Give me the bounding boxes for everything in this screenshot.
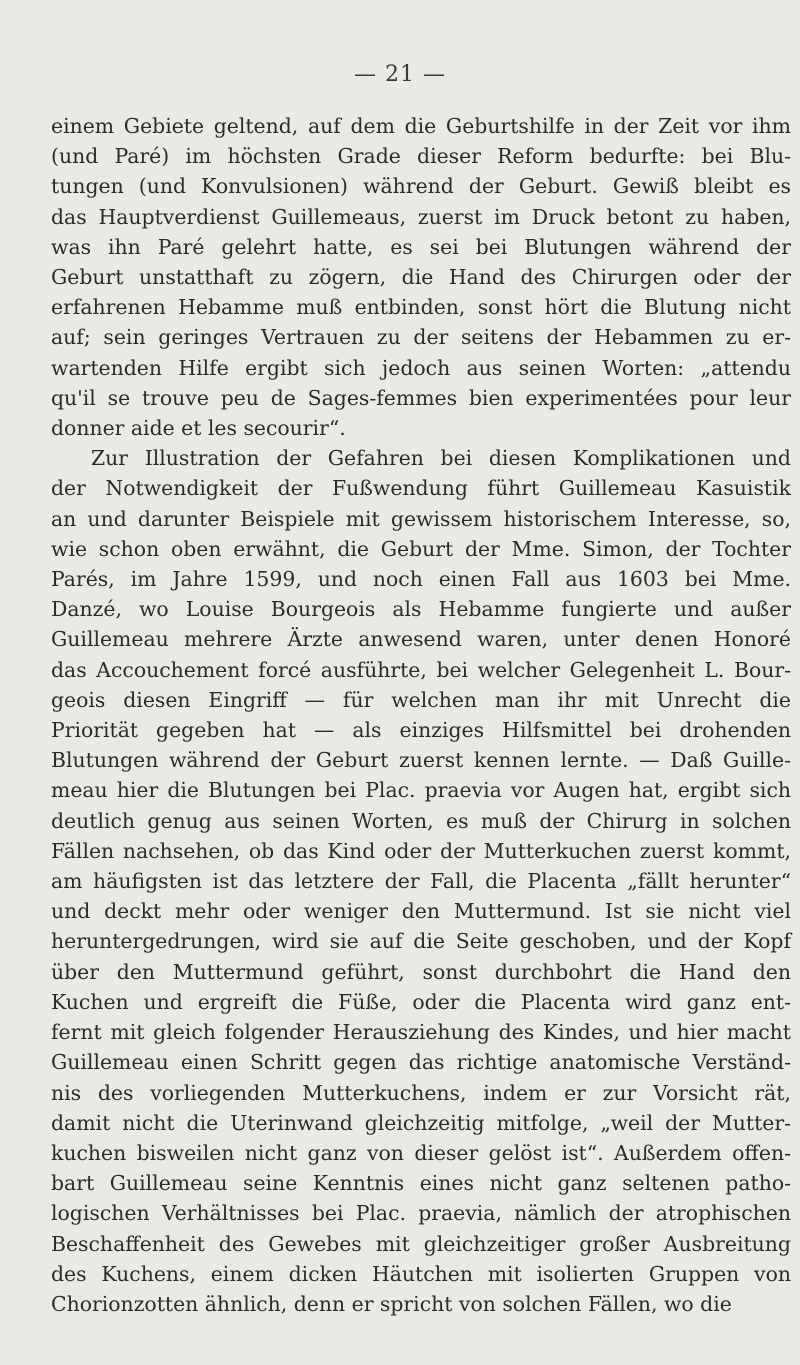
text-line: geois diesen Eingriff — für welchen man ihr mit Unrecht die — [51, 687, 791, 712]
text-line: Danzé, wo Louise Bourgeois als Hebamme fungierte und außer — [51, 597, 791, 622]
text-line: qu'il se trouve peu de Sages-femmes bien experimentées pour leur — [51, 385, 791, 410]
text-line: Blutungen während der Geburt zuerst kennen lernte. — Daß Guille- — [51, 748, 791, 773]
text-line: logischen Verhältnisses bei Plac. praevia, nämlich der atrophischen — [51, 1201, 791, 1226]
text-line: der Notwendigkeit der Fußwendung führt Guillemeau Kasuistik — [51, 476, 791, 501]
text-line: (und Paré) im höchsten Grade dieser Reform bedurfte: bei Blu- — [51, 144, 791, 169]
text-line: erfahrenen Hebamme muß entbinden, sonst hört die Blutung nicht — [51, 295, 791, 320]
text-line: deutlich genug aus seinen Worten, es muß der Chirurg in solchen — [51, 808, 791, 833]
text-line: Priorität gegeben hat — als einziges Hilfsmittel bei drohenden — [51, 718, 791, 743]
text-line: über den Muttermund geführt, sonst durchbohrt die Hand den — [51, 959, 791, 984]
text-line: einem Gebiete geltend, auf dem die Geburtshilfe in der Zeit vor ihm — [51, 114, 791, 138]
text-line: Guillemeau einen Schritt gegen das richtige anatomische Verständ- — [51, 1050, 791, 1075]
text-line: heruntergedrungen, wird sie auf die Seite geschoben, und der Kopf — [51, 929, 791, 954]
text-line: auf; sein geringes Vertrauen zu der seitens der Hebammen zu er- — [51, 325, 791, 350]
text-line: Chorionzotten ähnlich, denn er spricht von solchen Fällen, wo die — [51, 1291, 732, 1316]
text-line: meau hier die Blutungen bei Plac. praevia vor Augen hat, ergibt sich — [51, 778, 791, 803]
text-line: am häufigsten ist das letztere der Fall, die Placenta „fällt herunter“ — [51, 869, 791, 894]
text-line: und deckt mehr oder weniger den Muttermund. Ist sie nicht viel — [51, 899, 791, 924]
text-line: das Accouchement forcé ausführte, bei welcher Gelegenheit L. Bour- — [51, 657, 791, 682]
page-number: — 21 — — [354, 62, 446, 87]
text-line: was ihn Paré gelehrt hatte, es sei bei Blutungen während der — [51, 234, 791, 259]
text-line: kuchen bisweilen nicht ganz von dieser gelöst ist“. Außerdem offen- — [51, 1140, 791, 1165]
text-line: Guillemeau mehrere Ärzte anwesend waren, unter denen Honoré — [51, 627, 791, 652]
text-line: Parés, im Jahre 1599, und noch einen Fall aus 1603 bei Mme. — [51, 567, 791, 592]
text-line: wie schon oben erwähnt, die Geburt der Mme. Simon, der Tochter — [51, 536, 791, 561]
text-line: wartenden Hilfe ergibt sich jedoch aus seinen Worten: „attendu — [51, 355, 791, 380]
text-line: Beschaffenheit des Gewebes mit gleichzeitiger großer Ausbreitung — [51, 1231, 791, 1256]
text-line: des Kuchens, einem dicken Häutchen mit isolierten Gruppen von — [51, 1261, 791, 1286]
text-line: bart Guillemeau seine Kenntnis eines nicht ganz seltenen patho- — [51, 1171, 791, 1196]
text-line: fernt mit gleich folgender Herausziehung des Kindes, und hier macht — [51, 1020, 791, 1045]
body-text — [51, 111, 791, 1319]
text-line: Fällen nachsehen, ob das Kind oder der Mutterkuchen zuerst kommt, — [51, 838, 791, 863]
text-line: an und darunter Beispiele mit gewissem historischem Interesse, so, — [51, 506, 791, 531]
text-line: das Hauptverdienst Guillemeaus, zuerst im Druck betont zu haben, — [51, 204, 791, 229]
paragraph-start-line: Zur Illustration der Gefahren bei diesen Komplikationen und — [91, 446, 791, 471]
text-line: damit nicht die Uterinwand gleichzeitig mitfolge, „weil der Mutter- — [51, 1110, 791, 1135]
text-line: Geburt unstatthaft zu zögern, die Hand des Chirurgen oder der — [51, 265, 791, 290]
paragraph-end-line: donner aide et les secourir“. — [51, 416, 346, 441]
text-line: nis des vorliegenden Mutterkuchens, indem er zur Vorsicht rät, — [51, 1080, 791, 1105]
text-line: tungen (und Konvulsionen) während der Geburt. Gewiß bleibt es — [51, 174, 791, 199]
text-line: Kuchen und ergreift die Füße, oder die Placenta wird ganz ent- — [51, 989, 791, 1014]
